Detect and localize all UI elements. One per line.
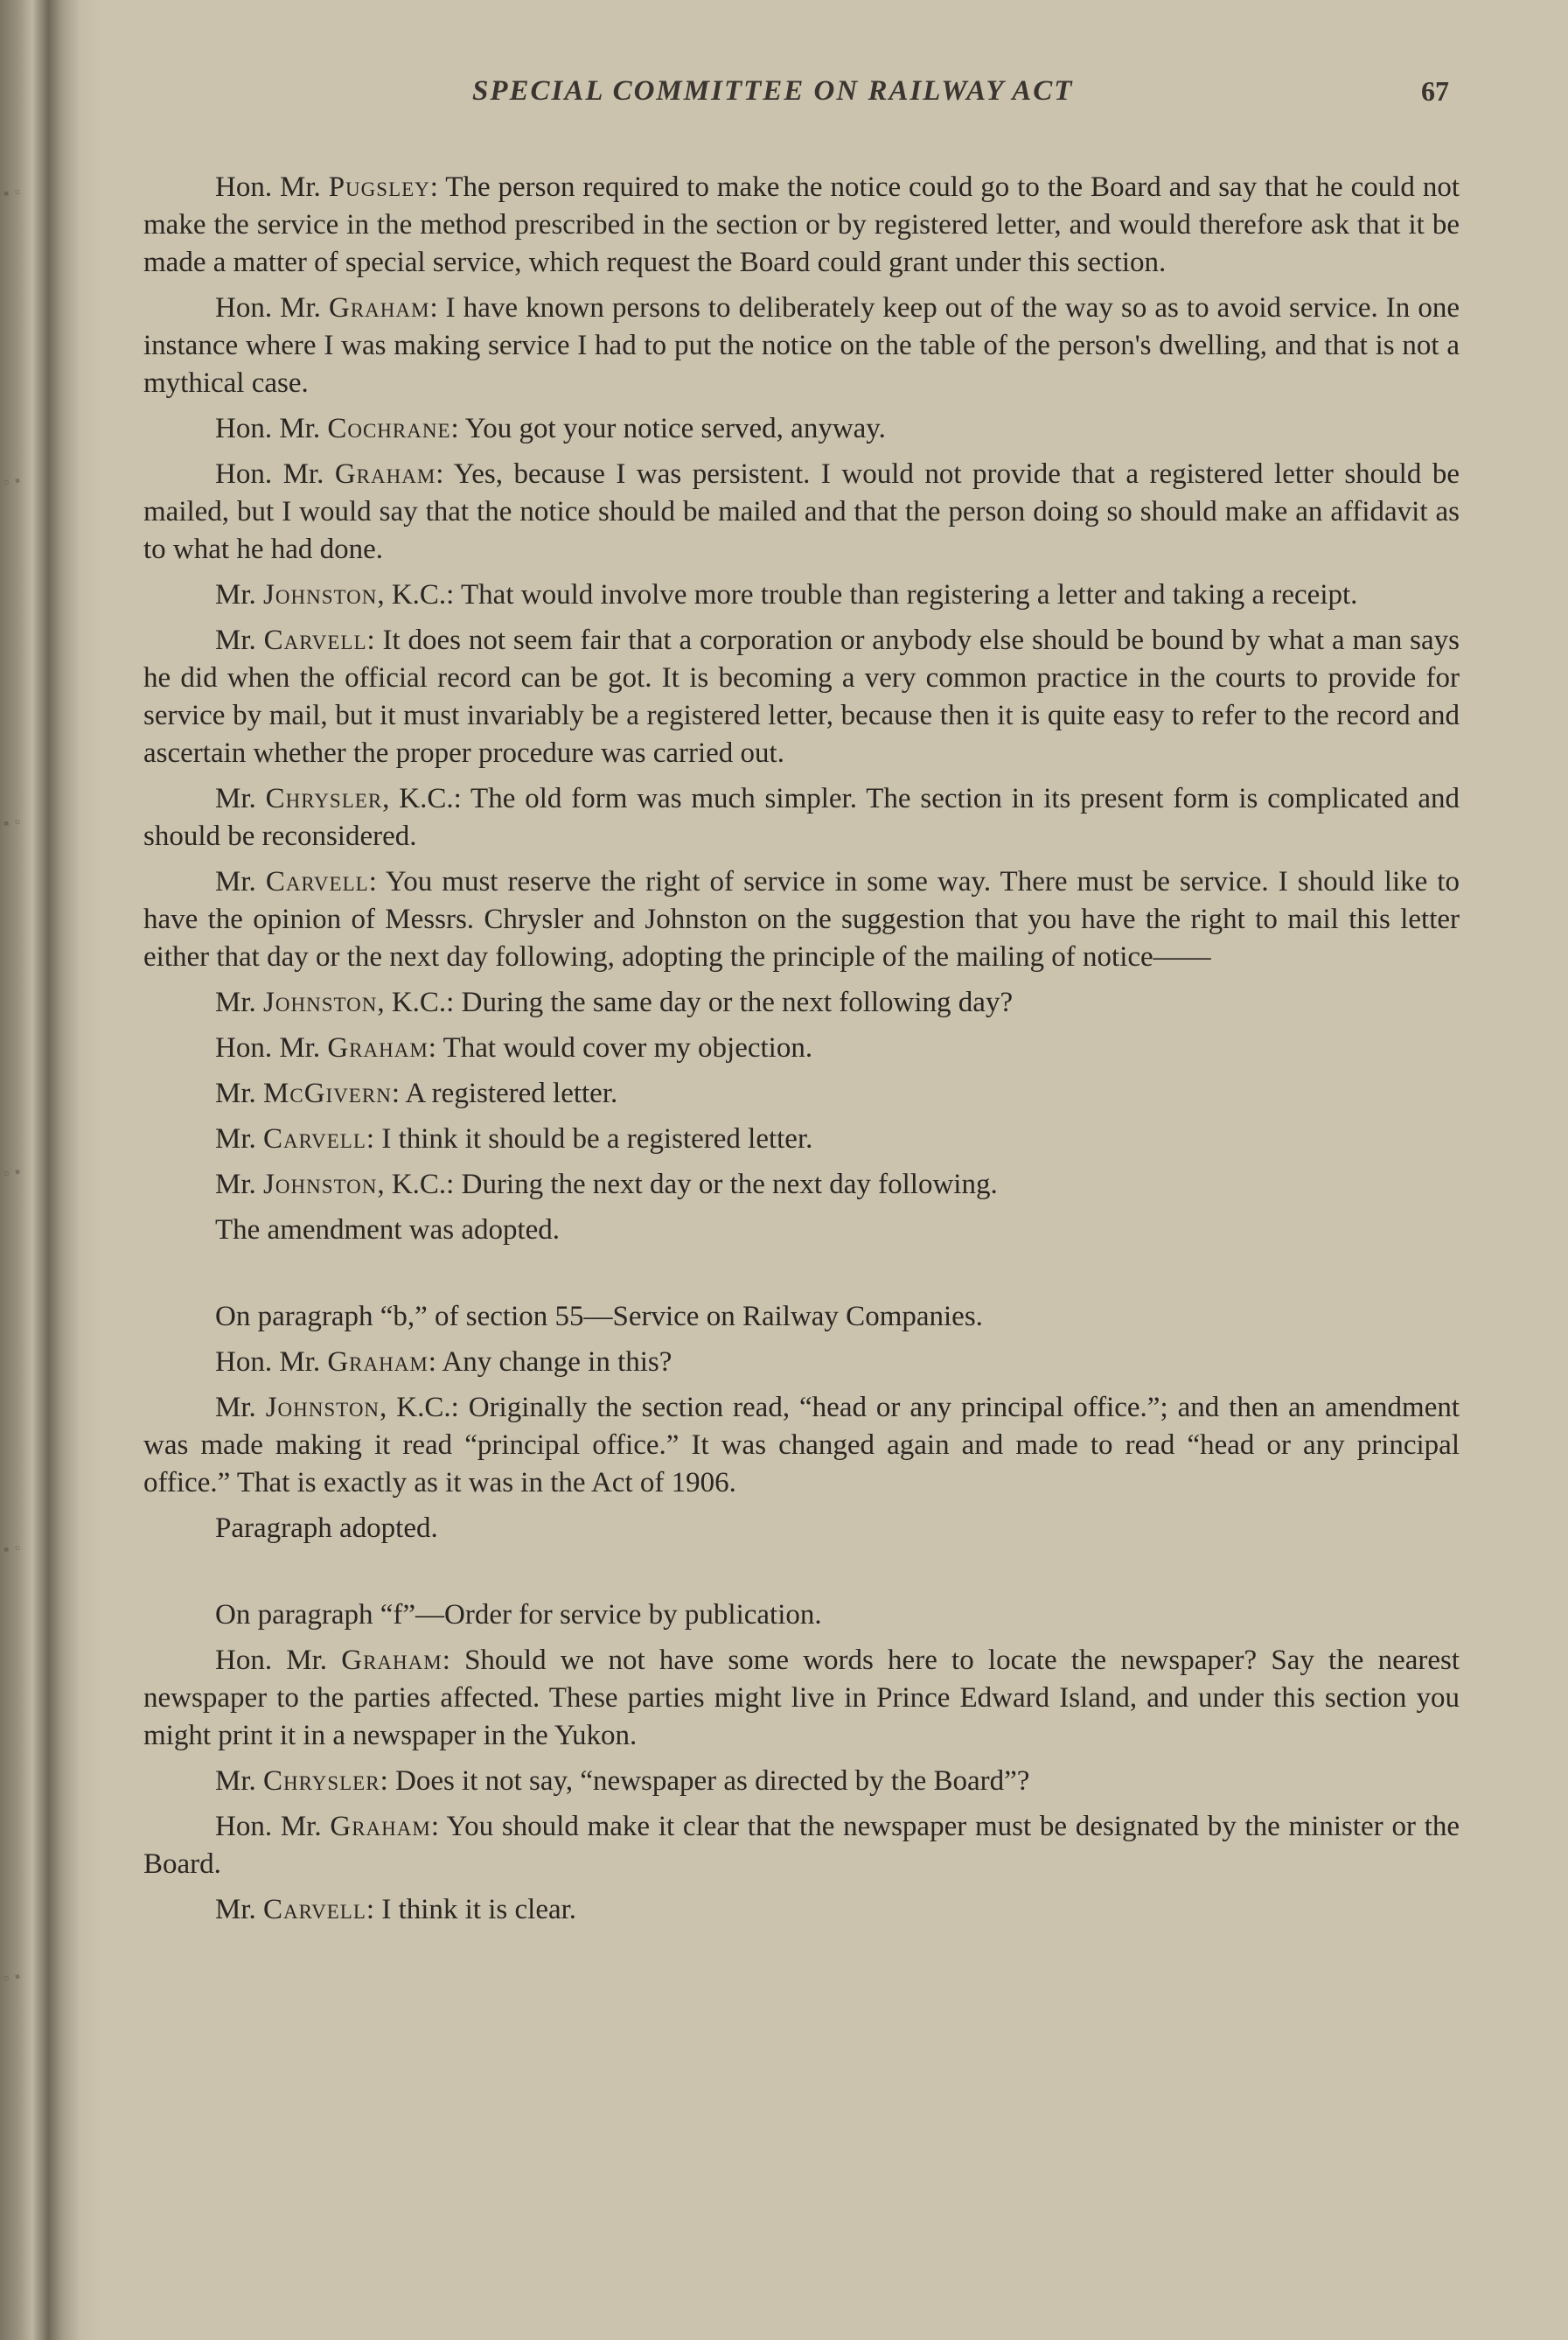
- section-heading: [143, 1298, 1460, 1336]
- transcript-body: [143, 169, 1460, 1937]
- transcript-paragraph: [143, 984, 1460, 1022]
- page-number: 67: [1421, 75, 1449, 107]
- speaker-prefix: Hon. Mr.: [215, 1645, 342, 1676]
- speaker-prefix: Mr.: [215, 1169, 264, 1200]
- speaker-name: Johnston: [263, 987, 378, 1018]
- speaker-prefix: Mr.: [215, 1078, 264, 1109]
- binding-bleed-mark: ▪ ▫: [2, 1538, 23, 1559]
- speaker-name: Chrysler: [263, 1765, 380, 1797]
- speaker-suffix: :: [366, 1894, 382, 1925]
- speaker-suffix: :: [429, 171, 446, 203]
- speaker-prefix: Mr.: [215, 1392, 266, 1423]
- speaker-suffix: :: [368, 866, 386, 898]
- transcript-paragraph: [143, 1642, 1460, 1755]
- paragraph-text: You should make it clear that the newspaper must be designated by the minister or the Board.: [143, 1811, 1460, 1880]
- speaker-suffix: :: [428, 1032, 443, 1064]
- speaker-suffix: :: [380, 1765, 395, 1797]
- speaker-suffix: :: [366, 1123, 382, 1155]
- binding-bleed-mark: ▫ ▪: [2, 1966, 23, 1987]
- procedural-note: [143, 1510, 1460, 1547]
- transcript-paragraph: [143, 780, 1460, 856]
- speaker-prefix: Mr.: [215, 1123, 264, 1155]
- speaker-name: Cochrane: [327, 413, 451, 444]
- procedural-note: [143, 1212, 1460, 1249]
- speaker-name: Johnston: [263, 1169, 378, 1200]
- section-heading: [143, 1596, 1460, 1634]
- paragraph-text: On paragraph “b,” of section 55—Service on Railway Companies.: [215, 1301, 983, 1332]
- paragraph-text: Any change in this?: [442, 1346, 672, 1378]
- speaker-suffix: , K.C.:: [382, 783, 471, 814]
- speaker-prefix: Mr.: [215, 625, 264, 656]
- paragraph-text: A registered letter.: [405, 1078, 618, 1109]
- speaker-prefix: Mr.: [215, 1894, 264, 1925]
- paragraph-text: You must reserve the right of service in some way. There must be service. I should like to have the opinion of Messrs. Chrysler and Johnston on the suggestion that you have the right to mail this letter either that day or the next day following, adopting the principle of the mailing of notice——: [143, 866, 1460, 973]
- transcript-paragraph: [143, 410, 1460, 448]
- transcript-paragraph: [143, 1763, 1460, 1800]
- paragraph-text: You got your notice served, anyway.: [464, 413, 886, 444]
- speaker-prefix: Hon. Mr.: [215, 458, 335, 490]
- transcript-paragraph: [143, 169, 1460, 282]
- speaker-name: Graham: [327, 1032, 429, 1064]
- speaker-suffix: :: [430, 1811, 447, 1842]
- speaker-prefix: Mr.: [215, 1765, 264, 1797]
- speaker-suffix: :: [428, 1346, 443, 1378]
- binding-bleed-mark: ▪ ▫: [2, 812, 23, 833]
- speaker-prefix: Hon. Mr.: [215, 1811, 331, 1842]
- speaker-suffix: :: [391, 1078, 406, 1109]
- speaker-name: Carvell: [263, 1894, 366, 1925]
- document-page: [140, 0, 1469, 2340]
- transcript-paragraph: [143, 1808, 1460, 1883]
- transcript-paragraph: [143, 1344, 1460, 1381]
- speaker-name: Johnston: [263, 579, 378, 611]
- speaker-name: Carvell: [263, 625, 367, 656]
- paragraph-text: That would involve more trouble than registering a letter and taking a receipt.: [461, 579, 1358, 611]
- speaker-name: Chrysler: [265, 783, 383, 814]
- speaker-suffix: :: [436, 458, 454, 490]
- speaker-suffix: , K.C.:: [377, 579, 462, 611]
- speaker-suffix: :: [442, 1645, 465, 1676]
- speaker-prefix: Mr.: [215, 579, 264, 611]
- running-header-title: SPECIAL COMMITTEE ON RAILWAY ACT: [472, 75, 1074, 107]
- paragraph-text: Yes, because I was persistent. I would not provide that a registered letter should be mailed, but I would say that the notice should be mailed and that the person doing so should make an affidavit as to what he had done.: [143, 458, 1460, 565]
- transcript-paragraph: [143, 1075, 1460, 1113]
- paragraph-text: On paragraph “f”—Order for service by publication.: [215, 1599, 822, 1631]
- transcript-paragraph: [143, 1030, 1460, 1067]
- speaker-prefix: Hon. Mr.: [215, 1032, 328, 1064]
- paragraph-text: The amendment was adopted.: [215, 1214, 561, 1246]
- speaker-name: Johnston: [265, 1392, 380, 1423]
- binding-bleed-mark: ▫ ▪: [2, 1162, 23, 1183]
- speaker-name: Graham: [327, 1346, 429, 1378]
- transcript-paragraph: [143, 1891, 1460, 1929]
- paragraph-text: During the next day or the next day following.: [461, 1169, 998, 1200]
- book-binding: [0, 0, 101, 2340]
- speaker-name: Graham: [341, 1645, 443, 1676]
- transcript-paragraph: [143, 456, 1460, 569]
- speaker-suffix: , K.C.:: [380, 1392, 469, 1423]
- paragraph-text: I have known persons to deliberately keep out of the way so as to avoid service. In one instance where I was making service I had to put the notice on the table of the person's dwelling, and that is not a mythical case.: [143, 292, 1460, 399]
- speaker-suffix: :: [366, 625, 383, 656]
- speaker-suffix: , K.C.:: [377, 1169, 462, 1200]
- paragraph-text: It does not seem fair that a corporation or anybody else should be bound by what a man says he did when the official record can be got. It is becoming a very common practice in the courts to provide for service by mail, but it must invariably be a registered letter, because then it is quite easy to refer to the record and ascertain whether the proper procedure was carried out.: [143, 625, 1460, 769]
- paragraph-text: Should we not have some words here to locate the newspaper? Say the nearest newspaper to the parties affected. These parties might live in Prince Edward Island, and under this section you might print it in a newspaper in the Yukon.: [143, 1645, 1460, 1751]
- binding-bleed-mark: ▪ ▫: [2, 182, 23, 203]
- paragraph-text: Paragraph adopted.: [215, 1512, 438, 1544]
- speaker-prefix: Mr.: [215, 866, 266, 898]
- transcript-paragraph: [143, 1121, 1460, 1158]
- transcript-paragraph: [143, 1166, 1460, 1204]
- speaker-name: Pugsley: [328, 171, 430, 203]
- speaker-name: Graham: [334, 458, 436, 490]
- speaker-prefix: Hon. Mr.: [215, 413, 328, 444]
- speaker-prefix: Mr.: [215, 783, 266, 814]
- speaker-suffix: :: [429, 292, 446, 324]
- paragraph-text: Originally the section read, “head or any principal office.”; and then an amendment was made making it read “principal office.” It was changed again and made to read “head or any principal office.” That is exactly as it was in the Act of 1906.: [143, 1392, 1460, 1498]
- transcript-paragraph: [143, 1389, 1460, 1502]
- transcript-paragraph: [143, 622, 1460, 772]
- speaker-name: McGivern: [263, 1078, 392, 1109]
- transcript-paragraph: [143, 576, 1460, 614]
- speaker-prefix: Hon. Mr.: [215, 1346, 328, 1378]
- paragraph-text: I think it should be a registered letter.: [381, 1123, 813, 1155]
- speaker-prefix: Hon. Mr.: [215, 171, 329, 203]
- paragraph-text: That would cover my objection.: [443, 1032, 813, 1064]
- speaker-name: Graham: [330, 1811, 431, 1842]
- paragraph-text: The old form was much simpler. The section in its present form is complicated and should be reconsidered.: [143, 783, 1460, 852]
- binding-bleed-mark: ▫ ▪: [2, 471, 23, 492]
- speaker-suffix: , K.C.:: [377, 987, 462, 1018]
- speaker-suffix: :: [450, 413, 465, 444]
- transcript-paragraph: [143, 290, 1460, 402]
- speaker-name: Carvell: [265, 866, 369, 898]
- paragraph-text: During the same day or the next following day?: [461, 987, 1014, 1018]
- paragraph-text: Does it not say, “newspaper as directed by the Board”?: [394, 1765, 1030, 1797]
- speaker-name: Carvell: [263, 1123, 366, 1155]
- paragraph-text: I think it is clear.: [381, 1894, 577, 1925]
- paragraph-text: The person required to make the notice could go to the Board and say that he could not make the service in the method prescribed in the section or by registered letter, and would therefore ask that it be made a matter of special service, which request the Board could grant under this section.: [143, 171, 1460, 278]
- speaker-prefix: Hon. Mr.: [215, 292, 329, 324]
- transcript-paragraph: [143, 863, 1460, 976]
- speaker-name: Graham: [328, 292, 430, 324]
- speaker-prefix: Mr.: [215, 987, 264, 1018]
